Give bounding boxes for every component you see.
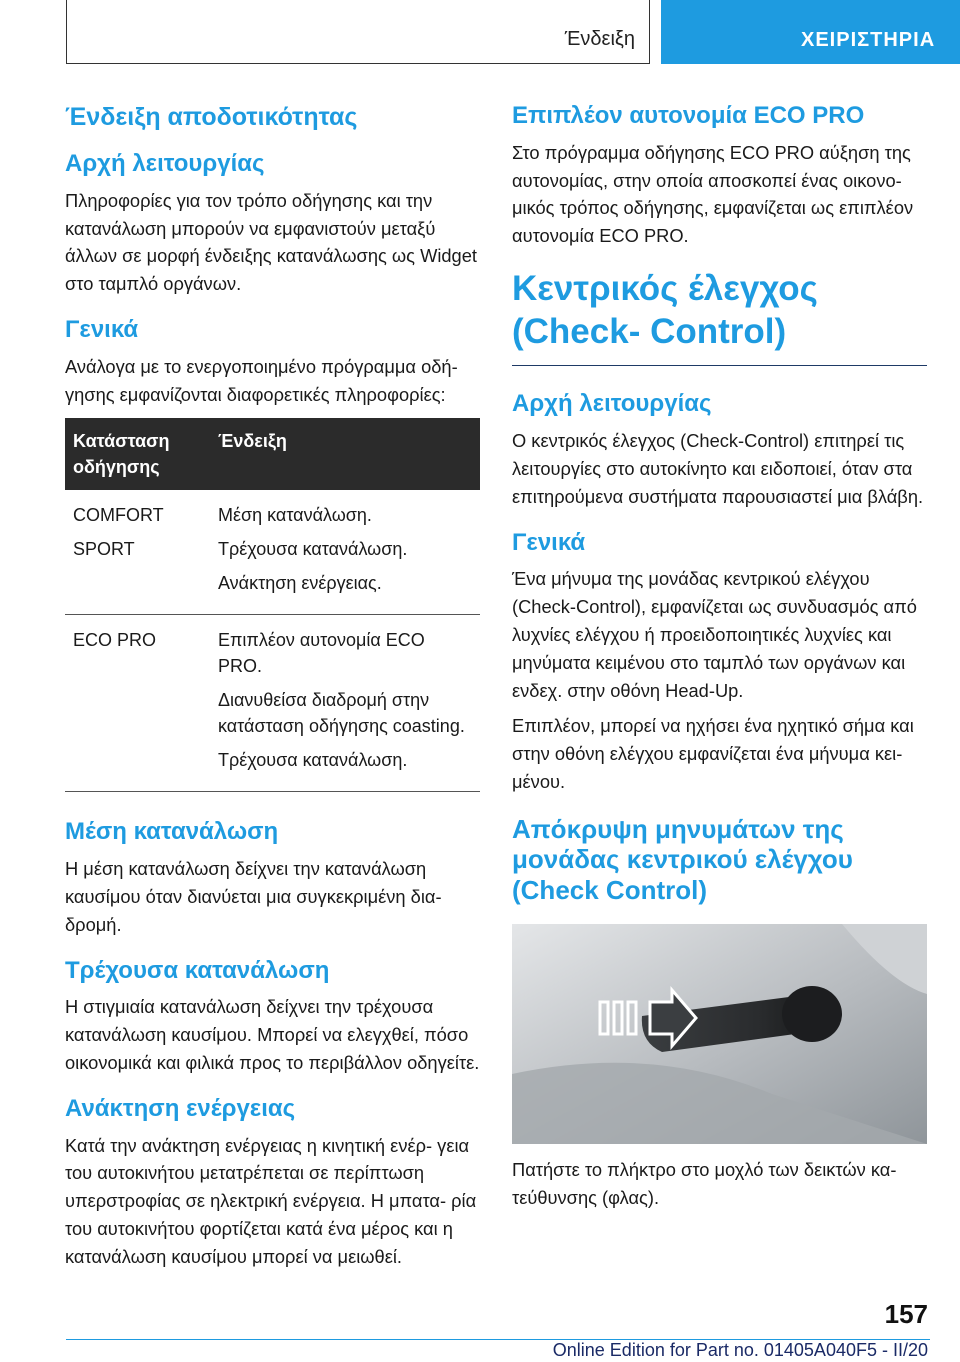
footer-edition: Online Edition for Part no. 01405A040F5 - II/20 [552, 1340, 928, 1360]
table-cell-mode: SPORT [73, 539, 135, 560]
principle-heading: Αρχή λειτουργίας [65, 150, 265, 177]
hide-messages-text: Πατήστε το πλήκτρο στο μοχλό των δεικτών κα- τεύθυνσης (φλας). [512, 1158, 897, 1208]
table-cell-display: Επιπλέον αυτονομία ECO PRO. [218, 630, 425, 677]
table-header-mode: Κατάσταση οδήγησης [73, 431, 170, 478]
table-cell-display: Διανυθείσα διαδρομή στην κατάσταση οδήγησης coasting. [218, 690, 465, 737]
current-consumption-heading: Τρέχουσα κατανάλωση [65, 956, 330, 984]
cc-principle-heading: Αρχή λειτουργίας [512, 390, 712, 418]
energy-recovery-heading: Ανάκτηση ενέργειας [65, 1094, 296, 1122]
table-cell-display: Μέση κατανάλωση. [218, 505, 372, 526]
check-control-title: Κεντρικός έλεγχος (Check- Control) [512, 268, 927, 366]
cc-general-text-1: Ένα μήνυμα της μονάδας κεντρικού ελέγχου (Check-Control), εμφανίζεται ως συνδυασμός από λυχνίες ελέγχου ή προειδοποιητικές λυχνίες και μηνύματα κειμένου στο ταμπλό των οργάνων και ενδεχ. στην οθόνη Head-Up. [512, 568, 917, 701]
table-row [65, 615, 480, 792]
header-chapter-tab[interactable]: ΧΕΙΡΙΣΤΗΡΙΑ [661, 0, 960, 64]
mode-display-table [65, 418, 480, 792]
avg-consumption-heading: Μέση κατανάλωση [65, 818, 279, 846]
header-section-box [66, 0, 650, 64]
table-cell-mode: COMFORT [73, 505, 164, 526]
avg-consumption-text: Η μέση κατανάλωση δείχνει την κατανάλωση καυσίμου όταν διανύεται μια συγκεκριμένη δια- δρομή. [65, 858, 442, 935]
cc-general-heading: Γενικά [512, 528, 586, 556]
page-number: 157 [884, 1299, 928, 1329]
general-text: Ανάλογα με το ενεργοποιημένο πρόγραμμα οδή- γησης εμφανίζονται διαφορετικές πληροφορίες: [65, 355, 458, 405]
table-cell-mode: ECO PRO [73, 630, 157, 651]
cc-general-text-2: Επιπλέον, μπορεί να ηχήσει ένα ηχητικό σήμα και στην οθόνη ελέγχου εμφανίζεται ένα μήνυμα κει- μένου. [512, 715, 914, 792]
eco-pro-heading: Επιπλέον αυτονομία ECO PRO [512, 102, 865, 129]
hide-messages-heading: Απόκρυψη μηνυμάτων της μονάδας κεντρικού ελέγχου (Check Control) [512, 813, 853, 906]
cc-principle-text: Ο κεντρικός έλεγχος (Check-Control) επιτηρεί τις λειτουργίες στο αυτοκίνητο και ειδοποιεί, όταν στα επιτηρούμενα συστήματα παρουσιαστεί μια βλάβη. [512, 430, 924, 507]
energy-recovery-text: Κατά την ανάκτηση ενέργειας η κινητική ενέρ- γεια του αυτοκινήτου μετατρέπεται σε περίπτωση υπερστροφίας σε ηλεκτρική ενέργεια. Η μπατα- ρία του αυτοκινήτου φορτίζεται κατά ένα μέρος και η κατανάλωση καυσίμου μπορεί να μειωθεί. [65, 1134, 477, 1267]
table-header-display: Ένδειξη [218, 431, 287, 452]
general-heading: Γενικά [65, 315, 139, 343]
current-consumption-text: Η στιγμιαία κατανάλωση δείχνει την τρέχουσα κατανάλωση καυσίμου. Μπορεί να ελεγχθεί, πόσο οικονομικά και φιλικά προς το περιβάλλον οδηγείτε. [65, 996, 480, 1073]
turn-signal-lever-illustration [512, 924, 927, 1144]
page-header [0, 0, 960, 64]
principle-text: Πληροφορίες για τον τρόπο οδήγησης και την κατανάλωση μπορούν να εμφανιστούν μεταξύ άλλων σε μορφή ένδειξης κατανάλωσης ως Widget στο ταμπλό οργάνων. [65, 189, 477, 295]
turn-signal-lever-photo [512, 924, 927, 1144]
table-header-row [65, 418, 480, 490]
table-cell-display: Τρέχουσα κατανάλωση. [218, 750, 408, 771]
header-section-label: Ένδειξη [564, 28, 635, 50]
right-column [512, 98, 927, 1219]
efficiency-title: Ένδειξη αποδοτικότητας [65, 103, 358, 131]
table-cell-display: Ανάκτηση ενέργειας. [218, 573, 382, 594]
table-cell-display: Τρέχουσα κατανάλωση. [218, 539, 408, 560]
eco-pro-text: Στο πρόγραμμα οδήγησης ECO PRO αύξηση της αυτονομίας, στην οποία αποσκοπεί ένας οικονο- μικός τρόπος οδήγησης, εμφανίζεται ως επιπλέον αυτονομία ECO PRO. [512, 141, 914, 247]
table-row [65, 490, 480, 615]
left-column [65, 98, 480, 1279]
